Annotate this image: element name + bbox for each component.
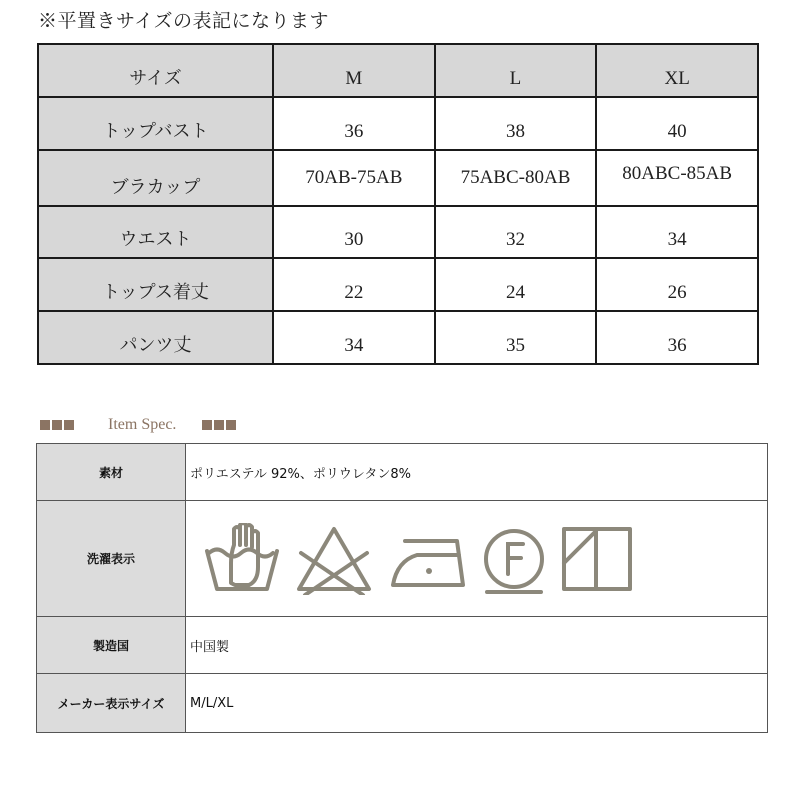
size-row-top-length (38, 258, 758, 311)
decor-square (40, 420, 50, 430)
line-dry-icon (559, 523, 635, 595)
row-label: トップバスト (38, 97, 273, 150)
spec-row-origin (37, 617, 768, 674)
spec-row-material (37, 444, 768, 501)
size-cell: 40 (596, 97, 758, 150)
size-cell: 22 (273, 258, 435, 311)
size-note: ※平置きサイズの表記になります (38, 10, 329, 32)
iron-icon (387, 523, 469, 595)
size-header-m: M (273, 44, 435, 97)
size-table (37, 43, 759, 365)
size-header-label: サイズ (38, 44, 273, 97)
care-symbols (186, 501, 768, 617)
spec-row-care (37, 501, 768, 617)
size-cell: 26 (596, 258, 758, 311)
decor-square (64, 420, 74, 430)
spec-label: 洗濯表示 (37, 501, 186, 617)
size-row-waist (38, 206, 758, 259)
spec-label: 製造国 (37, 617, 186, 674)
decor-square (214, 420, 224, 430)
size-cell: 30 (273, 206, 435, 259)
hand-wash-icon (203, 523, 281, 595)
size-cell: 24 (435, 258, 597, 311)
size-cell: 35 (435, 311, 597, 364)
size-cell: 36 (596, 311, 758, 364)
size-cell: 80ABC-85AB (596, 150, 758, 206)
item-spec-title: Item Spec. (108, 416, 177, 433)
row-label: ブラカップ (38, 150, 273, 206)
size-row-top-bust (38, 97, 758, 150)
spec-value: 中国製 (186, 617, 768, 674)
size-cell: 70AB-75AB (273, 150, 435, 206)
decor-square (202, 420, 212, 430)
dry-clean-f-icon (481, 523, 547, 595)
spec-value: ポリエステル 92%、ポリウレタン8% (186, 444, 768, 501)
size-header-xl: XL (596, 44, 758, 97)
size-row-bra-cup (38, 150, 758, 206)
item-spec-heading (40, 414, 238, 436)
decor-square (52, 420, 62, 430)
item-spec-table (36, 443, 768, 733)
spec-label: メーカー表示サイズ (37, 674, 186, 733)
spec-row-maker-size (37, 674, 768, 733)
size-header-row (38, 44, 758, 97)
size-header-l: L (435, 44, 597, 97)
size-cell: 36 (273, 97, 435, 150)
size-cell: 32 (435, 206, 597, 259)
decor-square (226, 420, 236, 430)
size-cell: 75ABC-80AB (435, 150, 597, 206)
size-row-pants-length (38, 311, 758, 364)
row-label: トップス着丈 (38, 258, 273, 311)
spec-label: 素材 (37, 444, 186, 501)
spec-value: M/L/XL (186, 674, 768, 733)
size-cell: 34 (273, 311, 435, 364)
row-label: ウエスト (38, 206, 273, 259)
no-bleach-icon (293, 523, 375, 595)
size-cell: 38 (435, 97, 597, 150)
size-cell: 34 (596, 206, 758, 259)
row-label: パンツ丈 (38, 311, 273, 364)
